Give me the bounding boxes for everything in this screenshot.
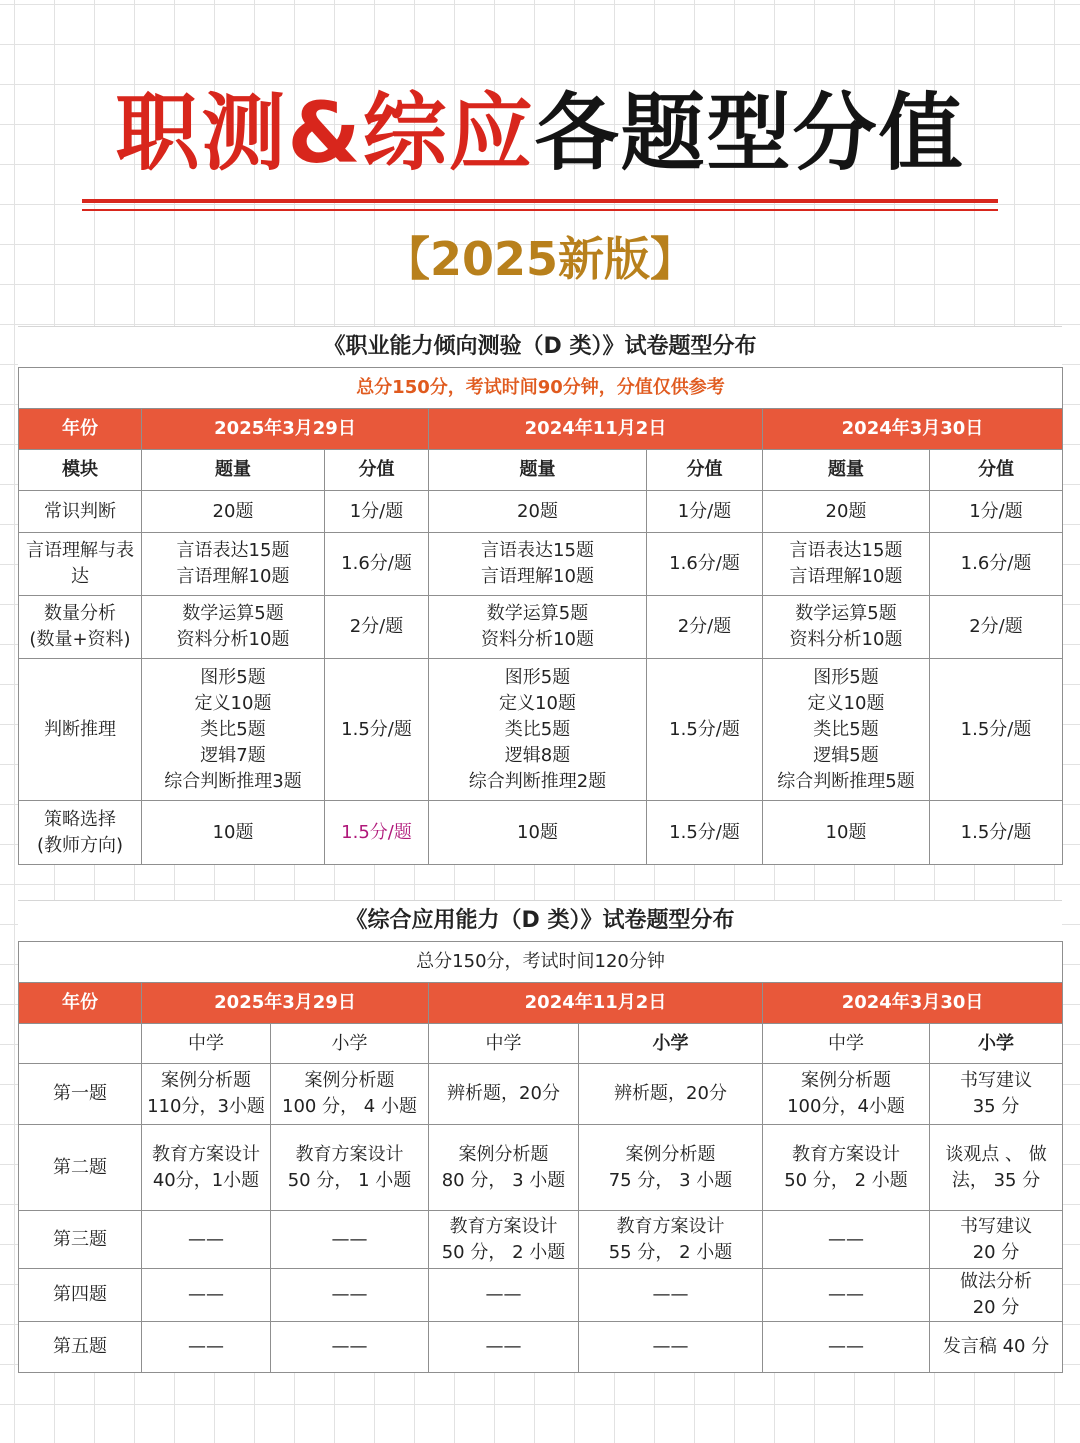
cell-line: 言语理解与表 (26, 540, 134, 561)
cell-line: 图形5题 (813, 666, 879, 688)
cell-line: 逻辑8题 (504, 744, 571, 766)
dash: —— (485, 1336, 522, 1357)
score-cell: 1.6分/题 (647, 533, 763, 596)
date-header: 2024年11月2日 (429, 983, 763, 1024)
cell-line: 达 (71, 566, 89, 587)
dash: —— (188, 1228, 224, 1250)
cell-line: 75 分， 3 小题 (608, 1169, 733, 1191)
question-cell (930, 1322, 1063, 1373)
score-cell: 1.6分/题 (325, 533, 429, 596)
cell-line: 判断推理 (44, 718, 116, 740)
table-row (19, 1211, 1063, 1269)
cell-line: 图形5题 (504, 666, 571, 688)
cell-line: 35 分 (972, 1096, 1020, 1117)
cell-line: (数量+资料) (29, 629, 131, 650)
cell-line: 言语表达15题 (481, 540, 594, 561)
module-cell (19, 491, 142, 533)
question-cell (142, 491, 325, 533)
cell-line: 资料分析10题 (481, 629, 594, 650)
score-cell-highlighted: 1.5分/题 (325, 801, 429, 865)
question-cell (579, 1211, 763, 1269)
cell-line: 10题 (825, 821, 867, 843)
year-label: 年份 (19, 983, 142, 1024)
cell-line: 资料分析10题 (176, 629, 290, 650)
dash: —— (331, 1228, 368, 1250)
cell-line: 数学运算5题 (182, 603, 284, 624)
level-header: 小学 (579, 1024, 763, 1064)
col-score-header: 分值 (647, 450, 763, 491)
edition-label: 【2025新版】 (383, 232, 697, 286)
col-score-header: 分值 (325, 450, 429, 491)
cell-line: 教育方案设计 (152, 1143, 260, 1165)
cell-line: 50 分， 1 小题 (287, 1169, 412, 1191)
question-cell (429, 596, 647, 659)
col-questions-header: 题量 (142, 450, 325, 491)
cell-line: 图形5题 (200, 666, 266, 688)
cell-line: 数学运算5题 (486, 603, 589, 624)
cell-line: 书写建议 (960, 1215, 1033, 1237)
question-cell (142, 1269, 271, 1322)
question-cell (579, 1269, 763, 1322)
cell-line: 辨析题，20分 (614, 1083, 727, 1104)
question-cell (763, 1269, 930, 1322)
question-cell (763, 491, 930, 533)
question-cell (930, 1125, 1063, 1211)
cell-line: 100 分， 4 小题 (282, 1096, 417, 1117)
date-header: 2024年3月30日 (763, 983, 1063, 1024)
dash: —— (188, 1284, 224, 1305)
question-cell (429, 533, 647, 596)
cell-line: 综合判断推理5题 (777, 770, 915, 792)
table-row (19, 1064, 1063, 1125)
cell-line: (教师方向) (36, 834, 124, 856)
question-cell (579, 1125, 763, 1211)
table-row (19, 1269, 1063, 1322)
cell-line: 20 分 (972, 1297, 1020, 1318)
question-cell (930, 1064, 1063, 1125)
cell-line: 逻辑7题 (200, 744, 266, 766)
date-header: 2024年3月30日 (763, 409, 1063, 450)
question-cell (142, 1125, 271, 1211)
cell-line: 50 分， 2 小题 (441, 1241, 566, 1263)
level-header: 小学 (271, 1024, 429, 1064)
question-label: 第四题 (19, 1269, 142, 1322)
cell-line: 谈观点 、 做 (945, 1143, 1047, 1165)
module-cell (19, 533, 142, 596)
title-underline (82, 199, 998, 203)
cell-line: 常识判断 (44, 500, 116, 522)
question-cell (930, 1211, 1063, 1269)
cell-line: 定义10题 (499, 692, 576, 714)
cell-line: 案例分析题 (458, 1143, 549, 1165)
exam1-subtitle: 总分150分，考试时间90分钟，分值仅供参考 (19, 368, 1063, 409)
cell-line: 综合判断推理2题 (468, 770, 607, 792)
score-cell: 1.5分/题 (930, 801, 1063, 865)
cell-line: 110分，3小题 (147, 1096, 265, 1117)
table-row (19, 659, 1063, 801)
exam1-caption: 《职业能力倾向测验（D 类）》试卷题型分布 (18, 326, 1062, 367)
cell-line: 逻辑5题 (813, 744, 879, 766)
cell-line: 言语表达15题 (176, 540, 290, 561)
question-cell (763, 1211, 930, 1269)
cell-line: 类比5题 (813, 718, 879, 740)
cell-line: 55 分， 2 小题 (608, 1241, 733, 1263)
score-cell: 1.5分/题 (647, 801, 763, 865)
question-cell (271, 1322, 429, 1373)
cell-line: 案例分析题 (304, 1070, 395, 1091)
cell-line: 案例分析题 (161, 1070, 251, 1091)
dash: —— (331, 1336, 368, 1357)
score-cell: 1分/题 (325, 491, 429, 533)
page-title (0, 78, 1080, 188)
cell-line: 资料分析10题 (789, 629, 903, 650)
cell-line: 40分，1小题 (152, 1169, 260, 1191)
question-cell (271, 1125, 429, 1211)
question-label: 第二题 (19, 1125, 142, 1211)
score-cell: 1.5分/题 (930, 659, 1063, 801)
score-cell: 1分/题 (647, 491, 763, 533)
exam2-table (18, 941, 1063, 1373)
date-header: 2025年3月29日 (142, 409, 429, 450)
score-cell: 1.5分/题 (325, 659, 429, 801)
cell-line: 教育方案设计 (295, 1143, 404, 1165)
cell-line: 策略选择 (44, 808, 116, 830)
cell-line: 100分，4小题 (787, 1096, 905, 1117)
question-cell (763, 533, 930, 596)
question-cell (429, 801, 647, 865)
exam1-table (18, 367, 1063, 865)
question-cell (142, 596, 325, 659)
cell-line: 20题 (825, 500, 867, 522)
cell-line: 言语理解10题 (789, 566, 903, 587)
dash: —— (331, 1284, 368, 1305)
question-cell (429, 1125, 579, 1211)
empty-header (19, 1024, 142, 1064)
question-cell (142, 801, 325, 865)
cell-line: 教育方案设计 (616, 1215, 725, 1237)
question-cell (142, 659, 325, 801)
question-cell (429, 1211, 579, 1269)
table-row (19, 801, 1063, 865)
cell-line: 类比5题 (504, 718, 571, 740)
question-cell (763, 596, 930, 659)
cell-line: 做法分析 (960, 1271, 1033, 1292)
cell-line: 定义10题 (807, 692, 885, 714)
dash: —— (828, 1284, 864, 1305)
question-cell (763, 1064, 930, 1125)
date-header: 2025年3月29日 (142, 983, 429, 1024)
cell-line: 80 分， 3 小题 (441, 1169, 566, 1191)
cell-line: 20 分 (972, 1241, 1020, 1263)
exam2-subtitle: 总分150分，考试时间120分钟 (19, 942, 1063, 983)
cell-line: 综合判断推理3题 (164, 770, 302, 792)
question-cell (142, 1211, 271, 1269)
cell-line: 数量分析 (44, 603, 116, 624)
question-label: 第三题 (19, 1211, 142, 1269)
col-score-header: 分值 (930, 450, 1063, 491)
cell-line: 数学运算5题 (795, 603, 897, 624)
dash: —— (485, 1284, 522, 1305)
score-cell: 2分/题 (325, 596, 429, 659)
cell-line: 类比5题 (200, 718, 266, 740)
cell-line: 10题 (517, 821, 558, 843)
question-label: 第一题 (19, 1064, 142, 1125)
cell-line: 书写建议 (960, 1070, 1033, 1091)
question-cell (142, 533, 325, 596)
dash: —— (652, 1336, 689, 1357)
table-row (19, 1125, 1063, 1211)
cell-line: 辨析题，20分 (447, 1083, 560, 1104)
question-cell (763, 659, 930, 801)
dash: —— (188, 1336, 224, 1357)
cell-line: 定义10题 (194, 692, 272, 714)
module-cell (19, 659, 142, 801)
dash: —— (828, 1228, 864, 1250)
cell-line: 20题 (517, 500, 558, 522)
score-cell: 1分/题 (930, 491, 1063, 533)
score-cell: 2分/题 (647, 596, 763, 659)
cell-line: 20题 (212, 500, 254, 522)
question-cell (930, 1269, 1063, 1322)
year-label: 年份 (19, 409, 142, 450)
cell-line: 言语理解10题 (176, 566, 290, 587)
question-cell (271, 1064, 429, 1125)
question-cell (271, 1211, 429, 1269)
date-header: 2024年11月2日 (429, 409, 763, 450)
col-questions-header: 题量 (763, 450, 930, 491)
question-cell (429, 491, 647, 533)
cell-line: 案例分析题 (625, 1143, 716, 1165)
exam2-caption: 《综合应用能力（D 类）》试卷题型分布 (18, 900, 1062, 941)
level-header: 小学 (930, 1024, 1063, 1064)
level-header: 中学 (142, 1024, 271, 1064)
score-cell: 2分/题 (930, 596, 1063, 659)
dash: —— (652, 1284, 689, 1305)
title-underline-thin (82, 209, 998, 211)
question-cell (579, 1064, 763, 1125)
level-header: 中学 (429, 1024, 579, 1064)
question-cell (429, 659, 647, 801)
dash: —— (828, 1336, 864, 1357)
question-cell (579, 1322, 763, 1373)
cell-line: 案例分析题 (801, 1070, 891, 1091)
question-cell (763, 801, 930, 865)
cell-line: 法， 35 分 (951, 1169, 1041, 1191)
col-module-header: 模块 (19, 450, 142, 491)
question-cell (142, 1322, 271, 1373)
table-row (19, 533, 1063, 596)
question-cell (142, 1064, 271, 1125)
cell-line: 教育方案设计 (792, 1143, 900, 1165)
col-questions-header: 题量 (429, 450, 647, 491)
question-cell (763, 1322, 930, 1373)
score-cell: 1.5分/题 (647, 659, 763, 801)
level-header: 中学 (763, 1024, 930, 1064)
exam2-panel (18, 900, 1062, 1373)
cell-line: 10题 (212, 821, 254, 843)
question-cell (763, 1125, 930, 1211)
title-red-part: 职测&综应 (115, 84, 535, 182)
module-cell (19, 596, 142, 659)
table-row (19, 1322, 1063, 1373)
table-row (19, 596, 1063, 659)
question-cell (429, 1269, 579, 1322)
cell-line: 发言稿 40 分 (942, 1336, 1050, 1357)
cell-line: 50 分， 2 小题 (784, 1169, 908, 1191)
cell-line: 教育方案设计 (449, 1215, 558, 1237)
table-row (19, 491, 1063, 533)
title-dark-part: 各题型分值 (534, 84, 965, 182)
cell-line: 言语理解10题 (481, 566, 594, 587)
score-cell: 1.6分/题 (930, 533, 1063, 596)
question-label: 第五题 (19, 1322, 142, 1373)
question-cell (429, 1322, 579, 1373)
module-cell (19, 801, 142, 865)
question-cell (429, 1064, 579, 1125)
cell-line: 言语表达15题 (789, 540, 903, 561)
exam1-panel (18, 326, 1062, 865)
question-cell (271, 1269, 429, 1322)
